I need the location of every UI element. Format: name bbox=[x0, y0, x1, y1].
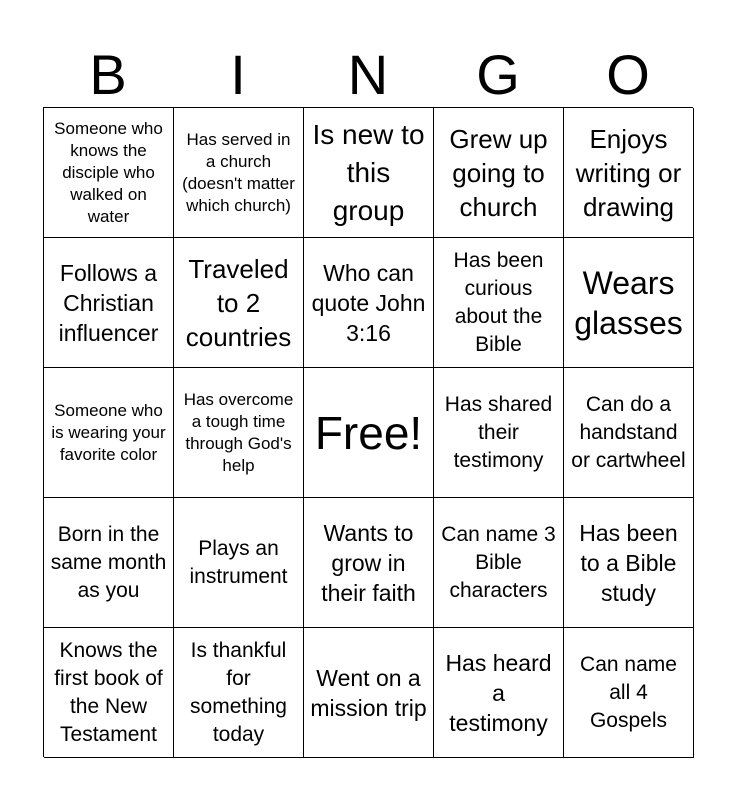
bingo-cell[interactable] bbox=[564, 108, 694, 238]
cell-text: Has served in a church (doesn't matter which church) bbox=[182, 129, 295, 215]
bingo-cell[interactable] bbox=[174, 628, 304, 758]
cell-text: Wants to grow in their faith bbox=[321, 519, 416, 606]
bingo-cell[interactable] bbox=[304, 108, 434, 238]
free-space-cell[interactable] bbox=[304, 368, 434, 498]
bingo-cell[interactable] bbox=[174, 498, 304, 628]
bingo-cell[interactable] bbox=[44, 628, 174, 758]
bingo-cell[interactable] bbox=[564, 368, 694, 498]
header-letter-n: N bbox=[347, 43, 389, 106]
free-space-text: Free! bbox=[314, 406, 423, 459]
cell-text: Follows a Christian influencer bbox=[58, 259, 159, 346]
bingo-cell[interactable] bbox=[564, 238, 694, 368]
cell-text: Traveled to 2 countries bbox=[185, 253, 292, 352]
cell-text: Has shared their testimony bbox=[444, 392, 553, 472]
cell-text: Went on a mission trip bbox=[310, 664, 427, 721]
bingo-cell[interactable] bbox=[174, 238, 304, 368]
header-letter-o: O bbox=[606, 43, 650, 106]
bingo-header bbox=[43, 44, 693, 106]
header-letter-i: I bbox=[230, 43, 246, 106]
cell-text: Grew up going to church bbox=[449, 123, 548, 222]
cell-text: Has been to a Bible study bbox=[579, 519, 678, 606]
bingo-cell[interactable] bbox=[304, 628, 434, 758]
header-letter-b: B bbox=[89, 43, 127, 106]
bingo-cell[interactable] bbox=[434, 108, 564, 238]
cell-text: Enjoys writing or drawing bbox=[575, 123, 682, 222]
bingo-cell[interactable] bbox=[564, 498, 694, 628]
cell-text: Has heard a testimony bbox=[445, 649, 552, 736]
bingo-cell[interactable] bbox=[434, 238, 564, 368]
cell-text: Wears glasses bbox=[574, 264, 683, 341]
bingo-cell[interactable] bbox=[304, 498, 434, 628]
header-letter-g: G bbox=[476, 43, 520, 106]
cell-text: Is thankful for something today bbox=[190, 638, 287, 746]
bingo-cell[interactable] bbox=[44, 368, 174, 498]
cell-text: Plays an instrument bbox=[189, 536, 288, 588]
bingo-cell[interactable] bbox=[304, 238, 434, 368]
cell-text: Knows the first book of the New Testament bbox=[54, 638, 163, 746]
cell-text: Someone who is wearing your favorite color bbox=[51, 400, 166, 464]
cell-text: Is new to this group bbox=[312, 118, 425, 226]
bingo-cell[interactable] bbox=[174, 368, 304, 498]
cell-text: Born in the same month as you bbox=[50, 522, 167, 602]
bingo-cell[interactable] bbox=[434, 368, 564, 498]
cell-text: Can name all 4 Gospels bbox=[580, 652, 677, 732]
cell-text: Can name 3 Bible characters bbox=[441, 522, 556, 602]
cell-text: Who can quote John 3:16 bbox=[311, 259, 426, 346]
bingo-cell[interactable] bbox=[174, 108, 304, 238]
cell-text: Has been curious about the Bible bbox=[453, 248, 544, 356]
cell-text: Someone who knows the disciple who walked on water bbox=[54, 118, 163, 226]
bingo-cell[interactable] bbox=[434, 498, 564, 628]
bingo-cell[interactable] bbox=[44, 498, 174, 628]
cell-text: Has overcome a tough time through God's help bbox=[183, 389, 294, 475]
bingo-board bbox=[43, 107, 693, 757]
cell-text: Can do a handstand or cartwheel bbox=[571, 392, 686, 472]
bingo-cell[interactable] bbox=[434, 628, 564, 758]
bingo-cell[interactable] bbox=[44, 238, 174, 368]
bingo-cell[interactable] bbox=[564, 628, 694, 758]
bingo-cell[interactable] bbox=[44, 108, 174, 238]
